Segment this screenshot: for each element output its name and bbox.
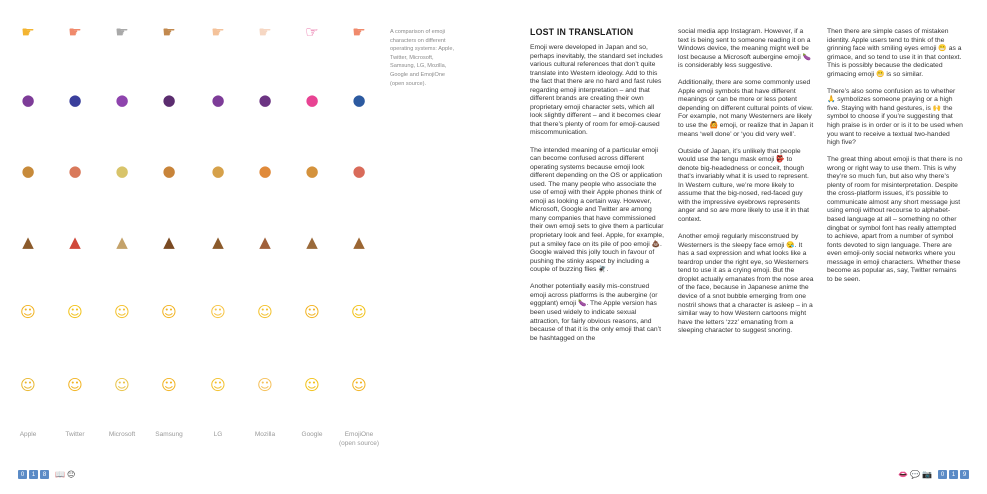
figure-caption: A comparison of emoji characters on different operating systems: Apple, Twitter, Microsoft, Samsung, LG, Mozilla, Google and EmojiOne (open source). (390, 29, 455, 87)
camera-icon: 📷 (922, 470, 932, 479)
pointing-hand-icon (61, 18, 89, 46)
vendor-name: EmojiOne (344, 431, 374, 438)
emoji-glyph: ● (162, 161, 176, 180)
speech-bubble-icon: 💬 (910, 470, 921, 479)
emoji-glyph: ☺ (161, 302, 177, 321)
hamburger-icon (345, 157, 373, 185)
paragraph: Another emoji regularly misconstrued by Westerners is the sleepy face emoji 😪. It has a sad expression and what looks like a teardrop under the right eye, so Westerners tend to use it as a crying emoji. But the droplet actually emanates from the nose area of the face, because in Japanese anime the device of a snot bubble emerging from one nostril shows that a character is asleep – in a similar way to how Western cartoons might have the letters ‘zzz’ emanating from a sleeping character to suggest snoring. (678, 233, 814, 335)
aubergine-icon (298, 86, 326, 114)
pile-of-poo-icon (298, 228, 326, 256)
paragraph: The great thing about emoji is that there is no wrong or right way to use them. This is why they’re so much fun, but also why there’s plenty of room for misinterpretation. Despite the cross-platform issues, it’s possible to communicate almost any short message just using emoji without recourse to alphabet-based language at all – something no other dingbat or symbol font has really attempted to achieve, apart from a number of symbol fonts devoted to sign language. There are even emoji-only social networks where you message in emoji characters. Whether these become as popular as, say, Twitter remains to be seen. (827, 156, 963, 283)
emoji-glyph: ☺ (114, 375, 130, 394)
emoji-glyph: ☺ (67, 375, 83, 394)
emoji-glyph: ● (258, 161, 272, 180)
folio-digit: 0 (938, 470, 947, 479)
vendor-name: Google (301, 431, 323, 438)
grinning-face-icon (155, 298, 183, 326)
hamburger-icon (108, 157, 136, 185)
pile-of-poo-icon (14, 228, 42, 256)
paragraph: Then there are simple cases of mistaken identity. Apple users tend to think of the grinning face with smiling eyes emoji 😁 as a grimace, and so tend to use it in that context. This is possibly because the dedicated grimacing emoji 😬 is so similar. (827, 28, 962, 78)
emoji-glyph: ▲ (116, 232, 128, 251)
pointing-hand-icon (155, 18, 183, 46)
hamburger-icon (251, 157, 279, 185)
emoji-glyph: ● (115, 90, 129, 109)
emoji-glyph: ● (211, 161, 225, 180)
emoji-glyph: ● (21, 90, 35, 109)
emoji-glyph: ▲ (212, 232, 224, 251)
emoji-glyph: ▲ (306, 232, 318, 251)
pile-of-poo-icon (345, 228, 373, 256)
kissing-face-icon (14, 371, 42, 399)
emoji-glyph: ▲ (22, 232, 34, 251)
hamburger-icon (61, 157, 89, 185)
vendor-name: Microsoft (108, 431, 136, 438)
kissing-face-icon (61, 371, 89, 399)
grinning-face-icon (61, 298, 89, 326)
folio-digit: 1 (29, 470, 38, 479)
emoji-glyph: ● (352, 161, 366, 180)
emoji-glyph: ☺ (351, 302, 367, 321)
hamburger-icon (298, 157, 326, 185)
emoji-glyph: ☺ (20, 302, 36, 321)
neutral-face-icon: 😐 (66, 470, 76, 479)
pile-of-poo-icon (155, 228, 183, 256)
pile-of-poo-icon (61, 228, 89, 256)
emoji-glyph: ● (162, 90, 176, 109)
emoji-glyph: ☛ (115, 22, 129, 41)
pointing-hand-icon (204, 18, 232, 46)
emoji-glyph: ☛ (21, 22, 35, 41)
grinning-face-icon (345, 298, 373, 326)
grinning-face-icon (298, 298, 326, 326)
emoji-glyph: ☛ (162, 22, 176, 41)
grinning-face-icon (251, 298, 279, 326)
lips-icon: 👄 (898, 470, 909, 479)
kissing-face-icon (298, 371, 326, 399)
article-column-3 (827, 28, 963, 293)
pile-of-poo-icon (108, 228, 136, 256)
aubergine-icon (204, 86, 232, 114)
aubergine-icon (251, 86, 279, 114)
pointing-hand-icon (14, 18, 42, 46)
pointing-hand-icon (251, 18, 279, 46)
emoji-glyph: ● (115, 161, 129, 180)
emoji-glyph: ☺ (257, 375, 273, 394)
vendor-name: Twitter (65, 431, 85, 438)
paragraph: social media app Instagram. However, if a text is being sent to someone reading it on a Windows device, the meaning might well be lost because a Microsoft aubergine emoji 🍆 is considerably less suggestive. (678, 28, 811, 70)
aubergine-icon (61, 86, 89, 114)
emoji-glyph: ● (258, 90, 272, 109)
paragraph: Outside of Japan, it’s unlikely that people would use the tengu mask emoji 👺 to denote big-headedness or conceit, though that’s invariably what it is used to represent. In Western culture, we’re more likely to assume that the big-nosed, red-faced guy with the impressive eyebrows represents anger and so are more likely to use it in that context. (678, 147, 809, 224)
emoji-glyph: ● (352, 90, 366, 109)
vendor-name: Apple (19, 431, 37, 438)
emoji-glyph: ☺ (67, 302, 83, 321)
grinning-face-icon (14, 298, 42, 326)
grinning-face-icon (108, 298, 136, 326)
vendor-note: (open source) (338, 440, 380, 447)
hamburger-icon (155, 157, 183, 185)
emoji-glyph: ▲ (353, 232, 365, 251)
right-folio (898, 470, 969, 479)
emoji-glyph: ☛ (211, 22, 225, 41)
emoji-glyph: ☛ (352, 22, 366, 41)
emoji-glyph: ● (68, 161, 82, 180)
grinning-face-icon (204, 298, 232, 326)
emoji-glyph: ● (305, 90, 319, 109)
aubergine-icon (345, 86, 373, 114)
paragraph: There’s also some confusion as to whether 🙏 symbolizes someone praying or a high five. Staying with hand gestures, is 🙌 the symbol to choose if you’re suggesting that high praise is in order or is it to be used when you want to receive a textual two-handed high five? (827, 87, 963, 147)
aubergine-icon (155, 86, 183, 114)
emoji-glyph: ☺ (20, 375, 36, 394)
paragraph: Emoji were developed in Japan and so, perhaps inevitably, the standard set includes various cultural references that don’t quite translate into Western ideology. Add to this the fact that there are no hard and fast rules regarding emoji interpretation – and that different brands are creating their own proprietary emoji character sets, which all look slightly different – and it becomes clear that there’s plenty of room for emoji-caused miscommunication. (530, 44, 663, 137)
hamburger-icon (204, 157, 232, 185)
paragraph: Additionally, there are some commonly used Apple emoji symbols that have different meanings or can be more or less potent depending on different cultural points of view. For example, not many Westerners are likely to use the 🙆 emoji, or realize that in Japan it means ‘well done’ or ‘you did very well’. (678, 79, 814, 138)
emoji-glyph: ☺ (304, 302, 320, 321)
book-icon: 📖 (55, 470, 65, 479)
pile-of-poo-icon (251, 228, 279, 256)
emoji-glyph: ☺ (304, 375, 320, 394)
right-page (494, 0, 987, 494)
emoji-glyph: ▲ (259, 232, 271, 251)
kissing-face-icon (251, 371, 279, 399)
paragraph: The intended meaning of a particular emoji can become confused across different operating systems because emoji look different depending on the OS or application used. The many people who associate the use of emoji with their Apple phones think of emoji as looking a certain way. However, Microsoft, Google and Twitter are among many companies that have commissioned their own emoji sets to give them a particular proprietary look and feel. Apple, for example, put a smiley face on its pile of poo emoji 💩. Google waived this jolly touch in favour of pushing the stinky aspect by including a couple of buzzing flies 🪰. (530, 146, 664, 274)
article-title: LOST IN TRANSLATION (530, 27, 634, 37)
emoji-glyph: ☛ (68, 22, 82, 41)
pile-of-poo-icon (204, 228, 232, 256)
kissing-face-icon (345, 371, 373, 399)
emoji-glyph: ☺ (161, 375, 177, 394)
folio-digit: 0 (18, 470, 27, 479)
emoji-glyph: ● (68, 90, 82, 109)
aubergine-icon (14, 86, 42, 114)
emoji-glyph: ☛ (258, 22, 272, 41)
article-column-2 (678, 28, 814, 344)
emoji-glyph: ☺ (114, 302, 130, 321)
pointing-hand-icon (345, 18, 373, 46)
paragraph: Another potentially easily mis-construed emoji across platforms is the aubergine (or eggplant) emoji 🍆. The Apple version has been used widely to indicate sexual attraction, for fairly obvious reasons, and because of that it is the only emoji that can’t be hashtagged on the (530, 283, 661, 342)
emoji-glyph: ▲ (163, 232, 175, 251)
aubergine-icon (108, 86, 136, 114)
kissing-face-icon (204, 371, 232, 399)
pointing-hand-icon (298, 18, 326, 46)
emoji-glyph: ☺ (210, 302, 226, 321)
emoji-glyph: ● (21, 161, 35, 180)
vendor-name: Mozilla (254, 431, 276, 438)
pointing-hand-icon (108, 18, 136, 46)
emoji-glyph: ☞ (305, 22, 319, 41)
folio-digit: 9 (960, 470, 969, 479)
emoji-glyph: ☺ (351, 375, 367, 394)
emoji-glyph: ▲ (69, 232, 81, 251)
article-column-1 (530, 44, 666, 352)
vendor-name: Samsung (155, 431, 183, 438)
vendor-name: LG (213, 431, 223, 438)
emoji-glyph: ☺ (210, 375, 226, 394)
left-folio (18, 470, 75, 479)
kissing-face-icon (108, 371, 136, 399)
kissing-face-icon (155, 371, 183, 399)
emoji-glyph: ● (211, 90, 225, 109)
vendor-label (329, 430, 389, 448)
emoji-glyph: ☺ (257, 302, 273, 321)
hamburger-icon (14, 157, 42, 185)
folio-digit: 1 (949, 470, 958, 479)
folio-digit: 8 (40, 470, 49, 479)
emoji-glyph: ● (305, 161, 319, 180)
